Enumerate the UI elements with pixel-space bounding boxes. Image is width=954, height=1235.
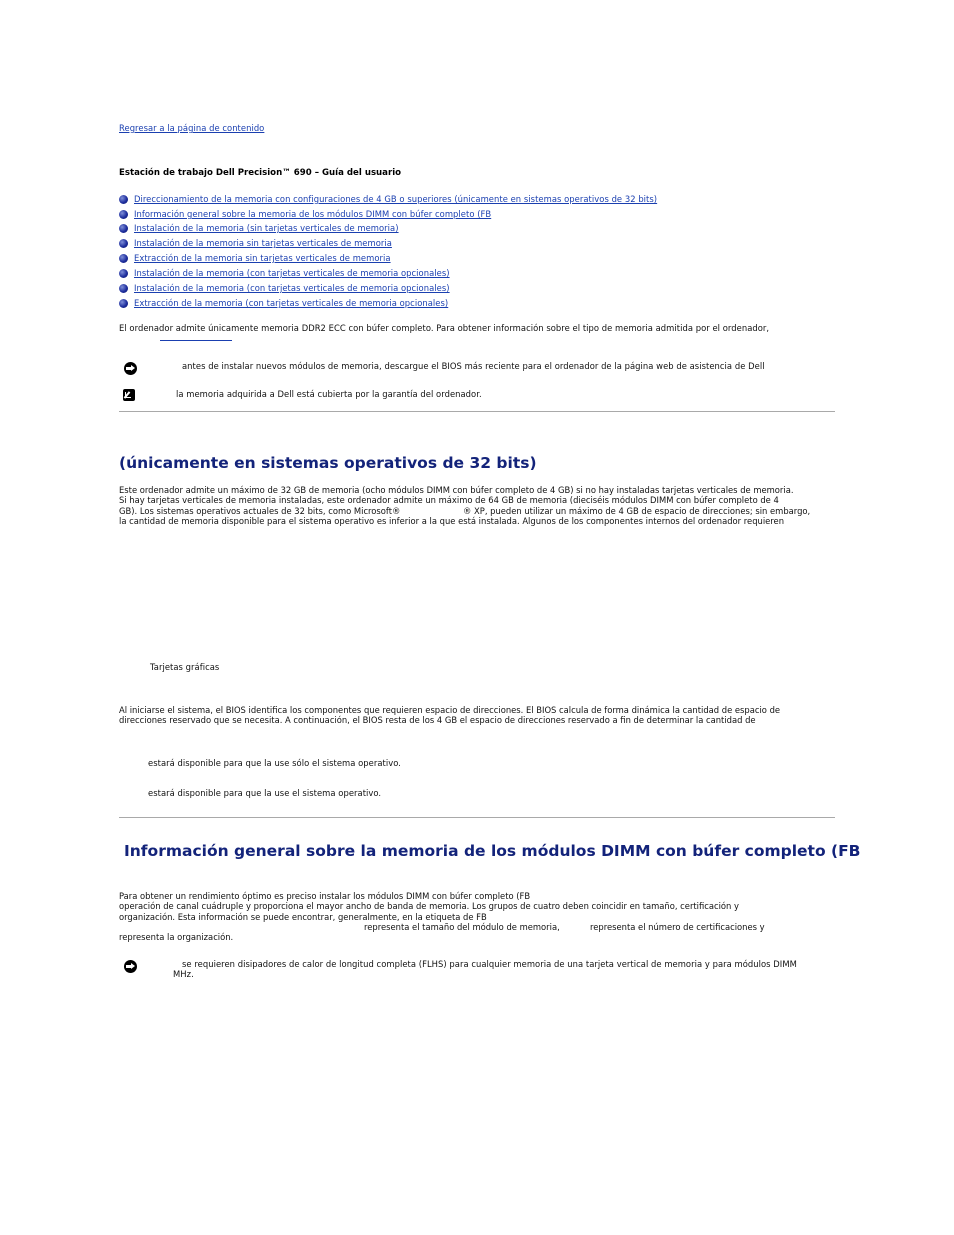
paragraph-line: Al iniciarse el sistema, el BIOS identifica los componentes que requieren espacio de direcciones. El BIOS calcula de forma dinámica la cantidad de espacio de [119,705,781,715]
note-icon [123,389,135,401]
bullet-icon [119,269,128,278]
section-heading-addressing: (únicamente en sistemas operativos de 32 bits) [119,454,537,472]
available-os-only-text: estará disponible para que la use sólo el sistema operativo. [148,758,401,768]
toc-link-fbd-overview[interactable]: Información general sobre la memoria de los módulos DIMM con búfer completo (FB [134,209,492,219]
paragraph-line: la cantidad de memoria disponible para el sistema operativo es inferior a la que está instalada. Algunos de los componentes internos del ordenador requieren [119,515,785,526]
bios-paragraph [119,705,835,726]
notice-icon [124,960,137,973]
toc-link-install-with-risers[interactable]: Instalación de la memoria (con tarjetas verticales de memoria opcionales) [134,268,450,278]
toc-link-install-without-risers[interactable]: Instalación de la memoria sin tarjetas verticales de memoria [134,238,392,248]
cert-text: representa el número de certificaciones y [590,921,765,932]
notice-text: se requieren disipadores de calor de longitud completa (FLHS) para cualquier memoria de una tarjeta vertical de memoria y para módulos DIMM [182,959,797,969]
notice-text-cont: MHz. [173,969,194,979]
toc-link-install-no-risers[interactable]: Instalación de la memoria (sin tarjetas verticales de memoria) [134,223,399,233]
fbd-paragraph [119,891,835,942]
intro-paragraph: El ordenador admite únicamente memoria DDR2 ECC con búfer completo. Para obtener información sobre el tipo de memoria admitida por el ordenador, [119,323,770,333]
paragraph-line-cont: ® XP, pueden utilizar un máximo de 4 GB de espacio de direcciones; sin embargo, [463,505,811,516]
bullet-icon [119,254,128,263]
paragraph-line: Si hay tarjetas verticales de memoria instaladas, este ordenador admite un máximo de 64 GB de memoria (dieciséis módulos DIMM con búfer completo de 4 [119,495,779,506]
addressing-paragraph [119,485,835,526]
toc-link-install-with-risers-2[interactable]: Instalación de la memoria (con tarjetas verticales de memoria opcionales) [134,283,450,293]
bullet-icon [119,284,128,293]
bullet-icon [119,224,128,233]
paragraph-line: Este ordenador admite un máximo de 32 GB de memoria (ocho módulos DIMM con búfer completo de 4 GB) si no hay instaladas tarjetas verticales de memoria. [119,485,794,495]
paragraph-line: representa la organización. [119,932,234,943]
graphics-cards-item: Tarjetas gráficas [150,662,220,672]
paragraph-line: operación de canal cuádruple y proporciona el mayor ancho de banda de memoria. Los grupos de cuatro deben coincidir en tamaño, certificación y [119,901,739,912]
specs-link-underline[interactable] [160,340,232,341]
bullet-icon [119,210,128,219]
bullet-icon [119,195,128,204]
back-to-contents-link[interactable]: Regresar a la página de contenido [119,123,265,133]
divider [119,411,835,412]
bullet-icon [119,239,128,248]
bullet-icon [119,299,128,308]
note-text: la memoria adquirida a Dell está cubierta por la garantía del ordenador. [176,389,482,399]
toc-link-remove-with-risers[interactable]: Extracción de la memoria (con tarjetas verticales de memoria opcionales) [134,298,449,308]
toc-link-remove-without-risers[interactable]: Extracción de la memoria sin tarjetas verticales de memoria [134,253,391,263]
paragraph-line: GB). Los sistemas operativos actuales de 32 bits, como Microsoft® [119,505,401,516]
size-text: representa el tamaño del módulo de memoria, [364,921,560,932]
paragraph-line: organización. Esta información se puede encontrar, generalmente, en la etiqueta de FB [119,911,487,922]
notice-text: antes de instalar nuevos módulos de memoria, descargue el BIOS más reciente para el ordenador de la página web de asistencia de Dell [182,361,765,371]
available-os-text: estará disponible para que la use el sistema operativo. [148,788,382,798]
paragraph-line: direcciones reservado que se necesita. A continuación, el BIOS resta de los 4 GB el espacio de direcciones reservado a fin de determinar la cantidad de [119,715,756,726]
paragraph-line: Para obtener un rendimiento óptimo es preciso instalar los módulos DIMM con búfer completo (FB [119,891,531,901]
divider [119,817,835,818]
toc-link-addressing[interactable]: Direccionamiento de la memoria con configuraciones de 4 GB o superiores (únicamente en sistemas operativos de 32 bits) [134,194,658,204]
section-heading-fbd-overview: Información general sobre la memoria de los módulos DIMM con búfer completo (FB [124,842,861,860]
guide-title: Estación de trabajo Dell Precision™ 690 – Guía del usuario [119,168,402,178]
notice-icon [124,362,137,375]
